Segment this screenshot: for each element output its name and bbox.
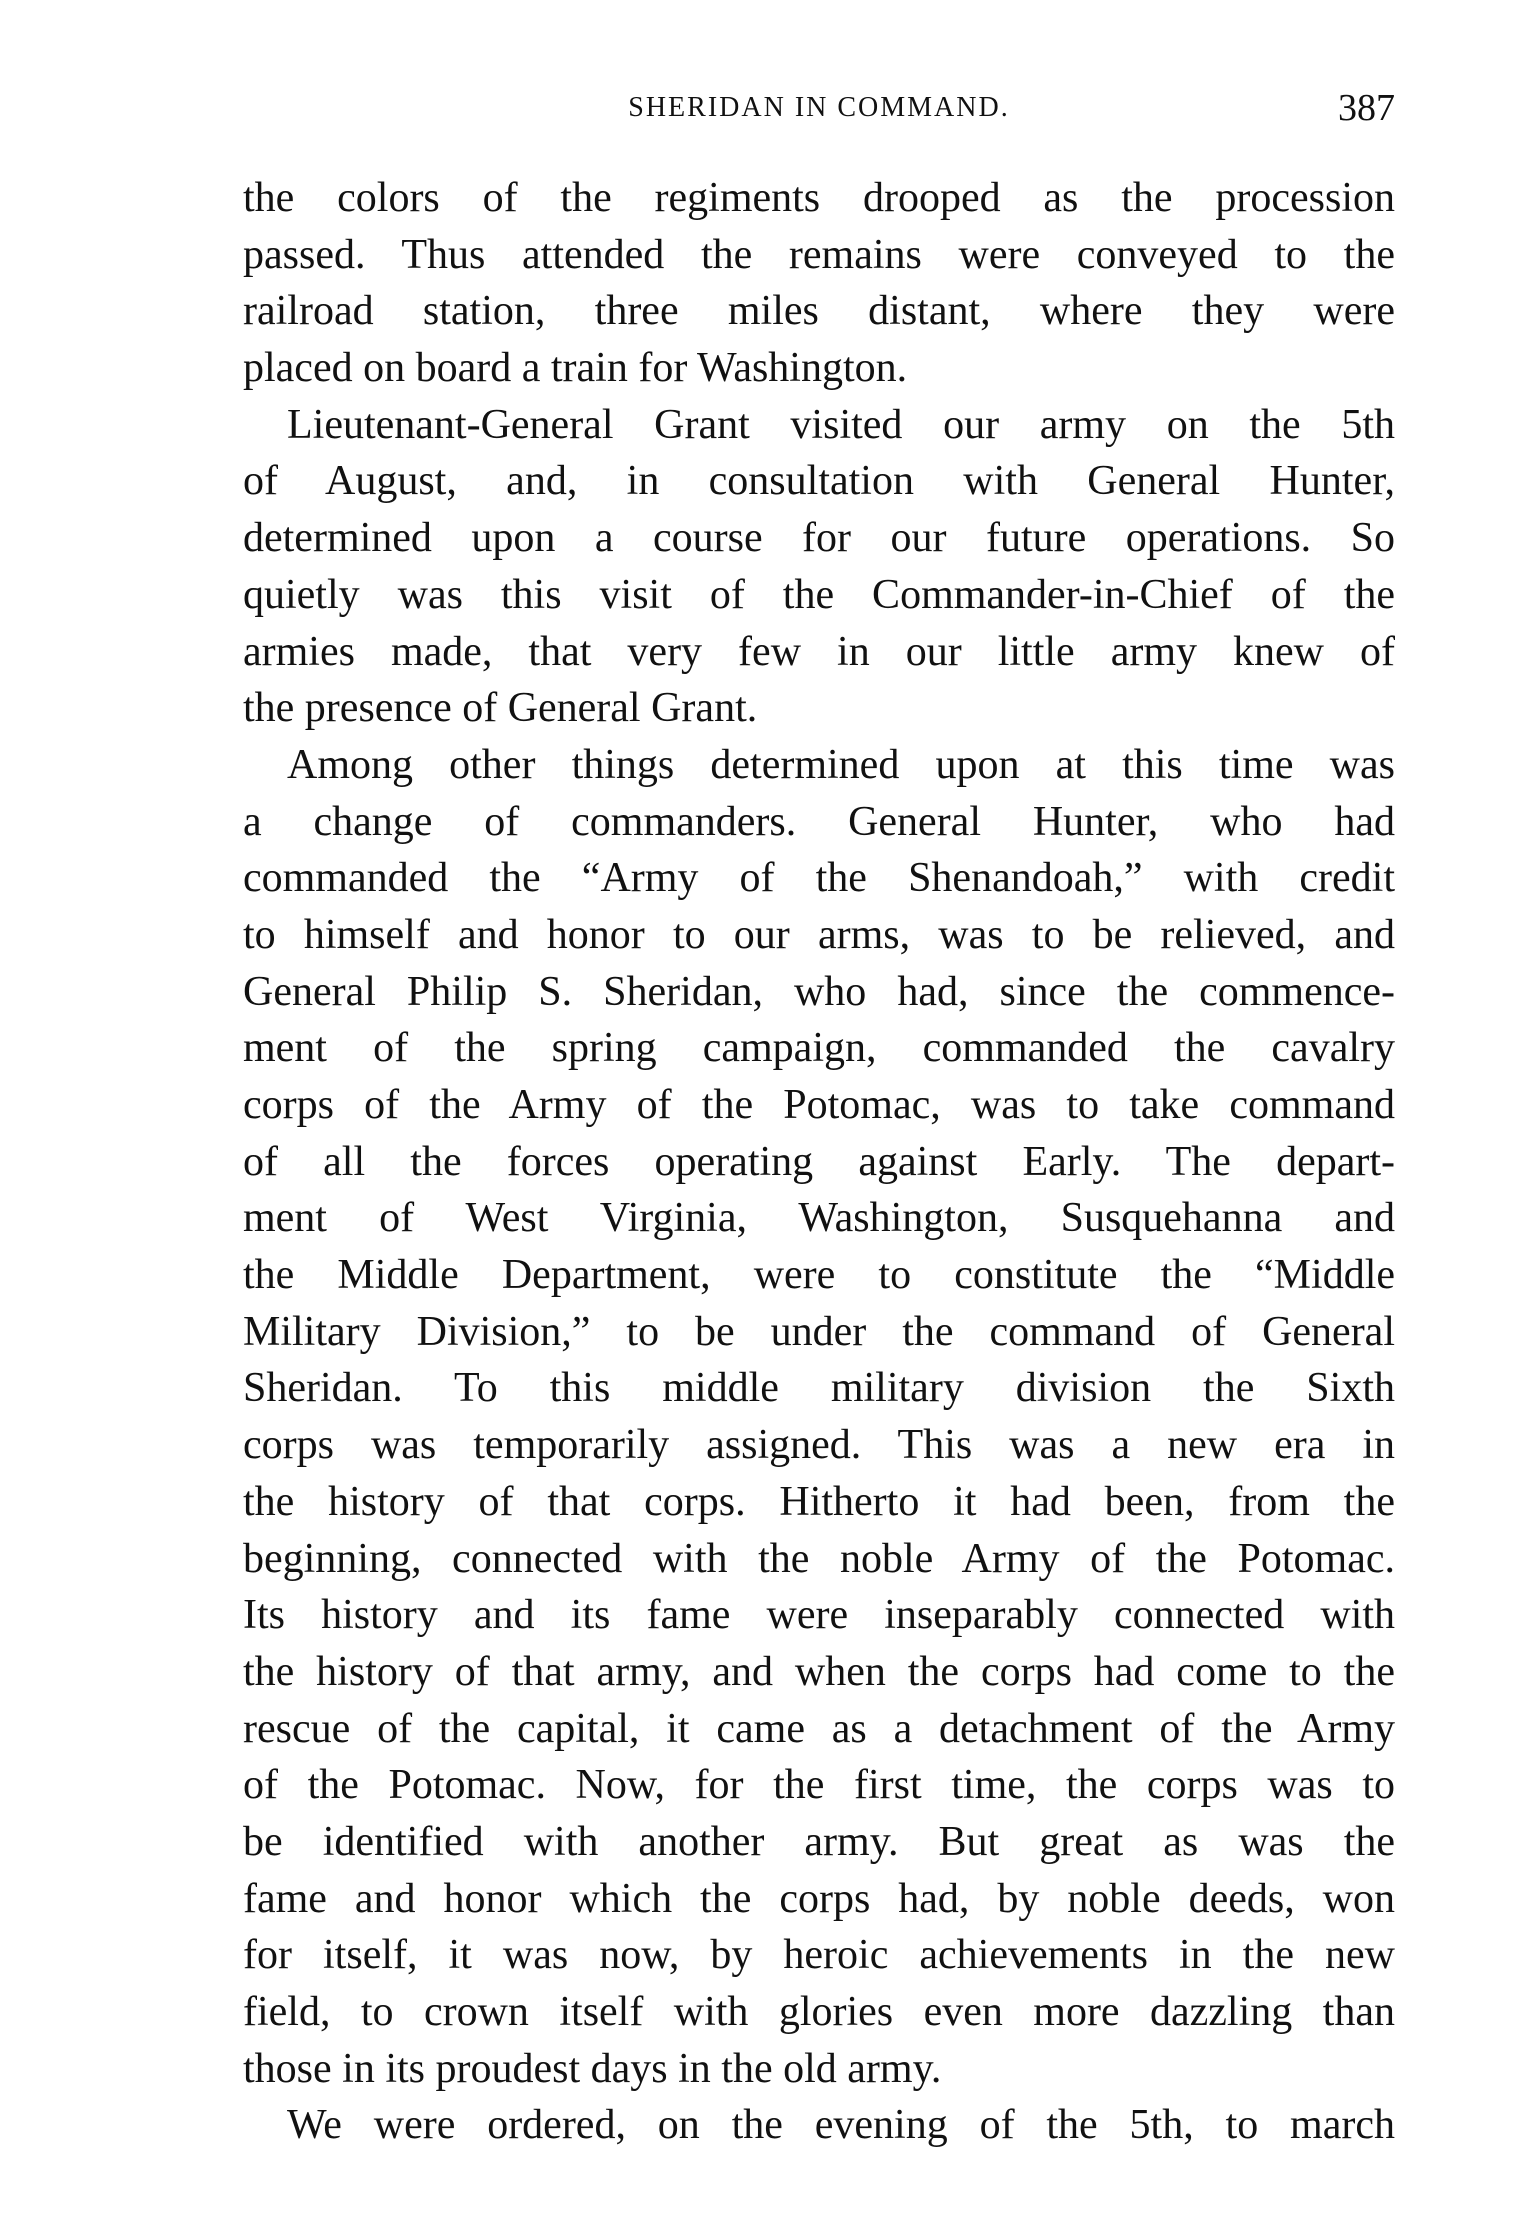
text-line: corps of the Army of the Potomac, was to take command (243, 1082, 1395, 1128)
text-line: determined upon a course for our future operations. So (243, 515, 1395, 562)
text-line: fame and honor which the corps had, by noble deeds, won (243, 1875, 1395, 1922)
text-line: Among other things determined upon at this time was (287, 741, 1395, 788)
body-text (243, 170, 1395, 2154)
text-line: ment of West Virginia, Washington, Susquehanna and (243, 1195, 1395, 1242)
text-line: for itself, it was now, by heroic achievements in the new (243, 1932, 1395, 1979)
page-number: 387 (1338, 87, 1395, 129)
text-line: be identified with another army. But great as was the (243, 1818, 1395, 1865)
text-line: commanded the “Army of the Shenandoah,” with credit (243, 855, 1395, 902)
text-line: rescue of the capital, it came as a detachment of the Army (243, 1705, 1395, 1752)
text-line: We were ordered, on the evening of the 5th, to march (287, 2102, 1395, 2149)
text-line: armies made, that very few in our little army knew of (243, 628, 1395, 675)
text-line: the colors of the regiments drooped as the procession (243, 175, 1395, 221)
text-line: the history of that army, and when the corps had come to the (243, 1648, 1395, 1695)
text-line: of the Potomac. Now, for the first time, the corps was to (243, 1762, 1395, 1809)
text-line: Sheridan. To this middle military division the Sixth (243, 1365, 1395, 1412)
text-line: field, to crown itself with glories even more dazzling than (243, 1989, 1395, 2035)
text-line: Military Division,” to be under the command of General (243, 1308, 1395, 1355)
text-line: the presence of General Grant. (243, 685, 758, 732)
text-line: ment of the spring campaign, commanded the cavalry (243, 1025, 1395, 1072)
text-line: placed on board a train for Washington. (243, 345, 908, 392)
text-line: corps was temporarily assigned. This was a new era in (243, 1422, 1395, 1469)
text-line: those in its proudest days in the old army. (243, 2045, 942, 2092)
text-line: the history of that corps. Hitherto it had been, from the (243, 1478, 1395, 1525)
text-line: of August, and, in consultation with General Hunter, (243, 458, 1395, 505)
text-line: quietly was this visit of the Commander-in-Chief of the (243, 571, 1395, 618)
text-line: Its history and its fame were inseparably connected with (243, 1592, 1395, 1639)
text-line: Lieutenant-General Grant visited our army on the 5th (287, 401, 1395, 448)
text-line: railroad station, three miles distant, where they were (243, 288, 1395, 335)
running-head (243, 86, 1395, 130)
chapter-title: SHERIDAN IN COMMAND. (628, 92, 1010, 123)
text-line: beginning, connected with the noble Army of the Potomac. (243, 1535, 1395, 1582)
text-line: passed. Thus attended the remains were conveyed to the (243, 231, 1395, 278)
text-line: of all the forces operating against Early. The depart- (243, 1138, 1395, 1185)
text-line: the Middle Department, were to constitute the “Middle (243, 1252, 1395, 1299)
text-line: to himself and honor to our arms, was to be relieved, and (243, 911, 1395, 958)
text-line: a change of commanders. General Hunter, who had (243, 798, 1395, 845)
text-line: General Philip S. Sheridan, who had, since the commence- (243, 968, 1395, 1015)
